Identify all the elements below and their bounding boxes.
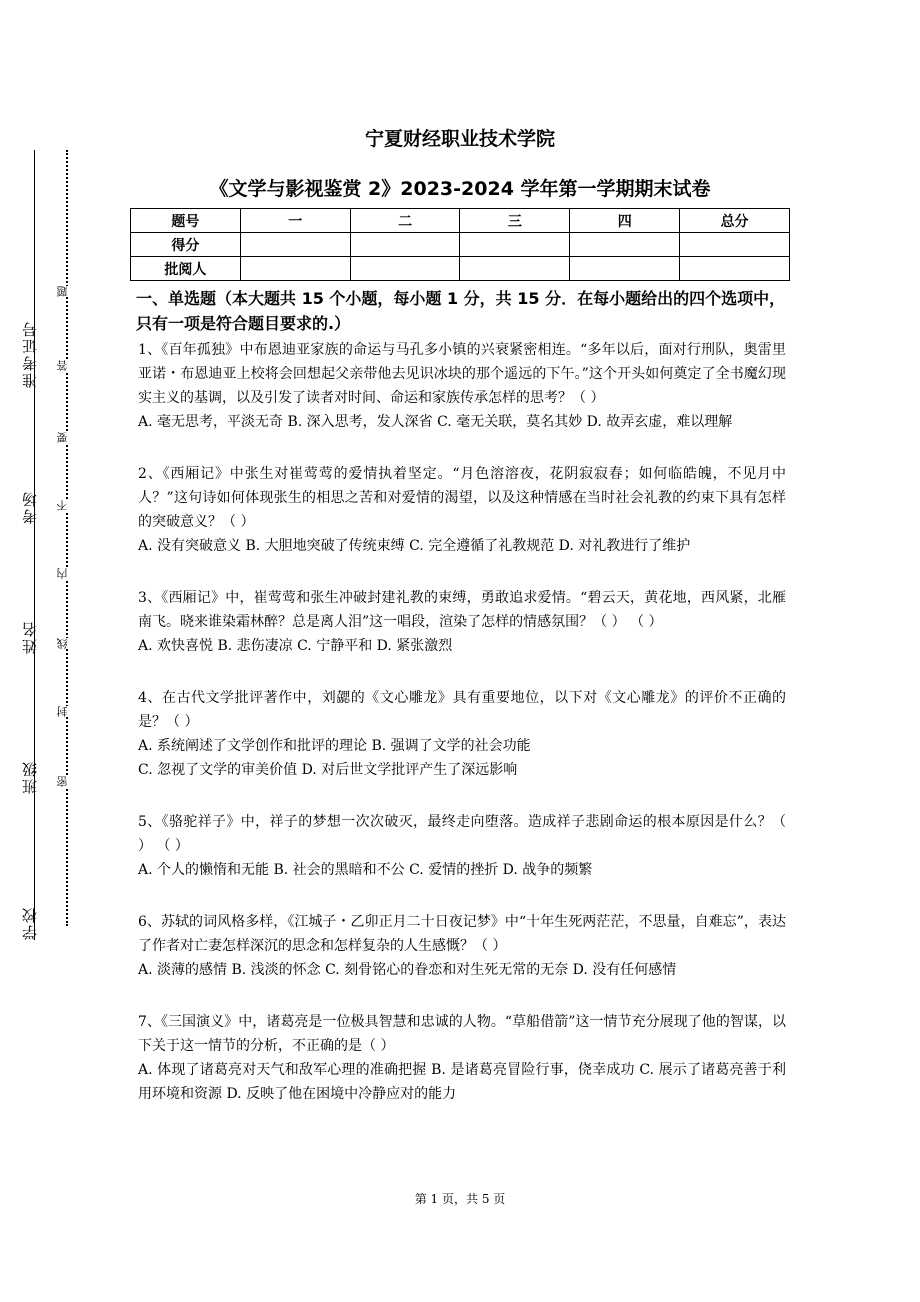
field-school: 学校 bbox=[20, 906, 39, 940]
score-cell bbox=[460, 257, 570, 281]
question-options: A. 淡薄的感情 B. 浅淡的怀念 C. 刻骨铭心的眷恋和对生死无常的无奈 D. 没有任何感情 bbox=[138, 962, 677, 978]
col-header: 总分 bbox=[680, 209, 790, 233]
question-options: A. 欢快喜悦 B. 悲伤凄凉 C. 宁静平和 D. 紧张激烈 bbox=[138, 638, 453, 654]
seal-char: 内 bbox=[56, 568, 76, 579]
seal-char: 题 bbox=[56, 286, 76, 297]
question-5 bbox=[138, 810, 786, 882]
question-stem: 2、《西厢记》中张生对崔莺莺的爱情执着坚定。“月色溶溶夜，花阴寂寂春；如何临皓魄，不见月中人？”这句诗如何体现张生的相思之苦和对爱情的渴望，以及这种情感在当时社会礼教的约束下具有怎样的突破意义？（ ） bbox=[138, 466, 786, 530]
col-header: 四 bbox=[570, 209, 680, 233]
score-cell bbox=[350, 257, 460, 281]
row-header: 得分 bbox=[131, 233, 241, 257]
table-row bbox=[131, 257, 790, 281]
question-options: A. 系统阐述了文学创作和批评的理论 B. 强调了文学的社会功能 bbox=[138, 738, 531, 754]
question-2 bbox=[138, 462, 786, 558]
exam-title: 《文学与影视鉴赏 2》2023-2024 学年第一学期期末试卷 bbox=[209, 178, 711, 200]
table-row bbox=[131, 209, 790, 233]
score-cell bbox=[350, 233, 460, 257]
question-stem: 7、《三国演义》中，诸葛亮是一位极具智慧和忠诚的人物。“草船借箭”这一情节充分展现了他的智谋，以下关于这一情节的分析，不正确的是（ ） bbox=[138, 1014, 786, 1054]
field-class: 班级 bbox=[20, 760, 39, 794]
question-stem: 4、在古代文学批评著作中，刘勰的《文心雕龙》具有重要地位，以下对《文心雕龙》的评价不正确的是？（ ） bbox=[138, 690, 786, 730]
seal-char: 封 bbox=[56, 706, 76, 717]
question-options: A. 没有突破意义 B. 大胆地突破了传统束缚 C. 完全遵循了礼教规范 D. 对礼教进行了维护 bbox=[138, 538, 691, 554]
school-name: 宁夏财经职业技术学院 bbox=[364, 128, 555, 150]
question-options: A. 个人的懒惰和无能 B. 社会的黑暗和不公 C. 爱情的挫折 D. 战争的频繁 bbox=[138, 862, 593, 878]
question-6 bbox=[138, 910, 786, 982]
score-cell bbox=[680, 257, 790, 281]
table-row bbox=[131, 233, 790, 257]
question-1 bbox=[138, 338, 786, 434]
col-header: 二 bbox=[350, 209, 460, 233]
score-cell bbox=[240, 257, 350, 281]
binding-margin bbox=[16, 150, 42, 940]
question-stem: 5、《骆驼祥子》中，祥子的梦想一次次破灭，最终走向堕落。造成祥子悲剧命运的根本原因是什么？（ ） （ ） bbox=[138, 814, 786, 854]
page-footer: 第 1 页，共 5 页 bbox=[414, 1192, 506, 1206]
col-header: 三 bbox=[460, 209, 570, 233]
seal-char: 不 bbox=[56, 500, 76, 511]
binding-underline bbox=[34, 150, 35, 940]
seal-char: 密 bbox=[56, 776, 76, 787]
question-7 bbox=[138, 1010, 786, 1106]
question-stem: 1、《百年孤独》中布恩迪亚家族的命运与马孔多小镇的兴衰紧密相连。“多年以后，面对行刑队，奥雷里亚诺・布恩迪亚上校将会回想起父亲带他去见识冰块的那个遥远的下午。”这个开头如何奠定了全书魔幻现实主义的基调，以及引发了读者对时间、命运和家族传承怎样的思考？（ ） bbox=[138, 342, 786, 406]
question-options: A. 毫无思考，平淡无奇 B. 深入思考，发人深省 C. 毫无关联，莫名其妙 D. 故弄玄虚，难以理解 bbox=[138, 414, 733, 430]
row-header: 批阅人 bbox=[131, 257, 241, 281]
score-table bbox=[130, 208, 790, 281]
seal-text bbox=[56, 150, 76, 926]
score-cell bbox=[460, 233, 570, 257]
field-exam-id: 准考证号 bbox=[20, 320, 39, 388]
question-options: C. 忽视了文学的审美价值 D. 对后世文学批评产生了深远影响 bbox=[138, 762, 518, 778]
question-options: A. 体现了诸葛亮对天气和敌军心理的准确把握 B. 是诸葛亮冒险行事，侥幸成功 C. 展示了诸葛亮善于利用环境和资源 D. 反映了他在困境中冷静应对的能力 bbox=[138, 1062, 786, 1102]
section-heading: 一、单选题（本大题共 15 个小题，每小题 1 分，共 15 分．在每小题给出的四个选项中，只有一项是符合题目要求的.） bbox=[136, 289, 786, 333]
seal-char: 线 bbox=[56, 638, 76, 649]
field-name: 姓名 bbox=[20, 620, 39, 654]
col-header: 题号 bbox=[131, 209, 241, 233]
col-header: 一 bbox=[240, 209, 350, 233]
question-4 bbox=[138, 686, 786, 782]
score-cell bbox=[570, 233, 680, 257]
seal-char: 要 bbox=[56, 432, 76, 443]
seal-char: 答 bbox=[56, 360, 76, 371]
score-cell bbox=[680, 233, 790, 257]
score-cell bbox=[570, 257, 680, 281]
field-exam-room: 考场 bbox=[20, 490, 39, 524]
question-section bbox=[138, 286, 786, 1106]
question-stem: 6、苏轼的词风格多样，《江城子・乙卯正月二十日夜记梦》中“十年生死两茫茫，不思量，自难忘”，表达了作者对亡妻怎样深沉的思念和怎样复杂的人生感慨？（ ） bbox=[138, 914, 786, 954]
score-cell bbox=[240, 233, 350, 257]
question-3 bbox=[138, 586, 786, 658]
question-stem: 3、《西厢记》中，崔莺莺和张生冲破封建礼教的束缚，勇敢追求爱情。“碧云天，黄花地，西风紧，北雁南飞。晓来谁染霜林醉？总是离人泪”这一唱段，渲染了怎样的情感氛围？（ ） （ ） bbox=[138, 590, 786, 630]
